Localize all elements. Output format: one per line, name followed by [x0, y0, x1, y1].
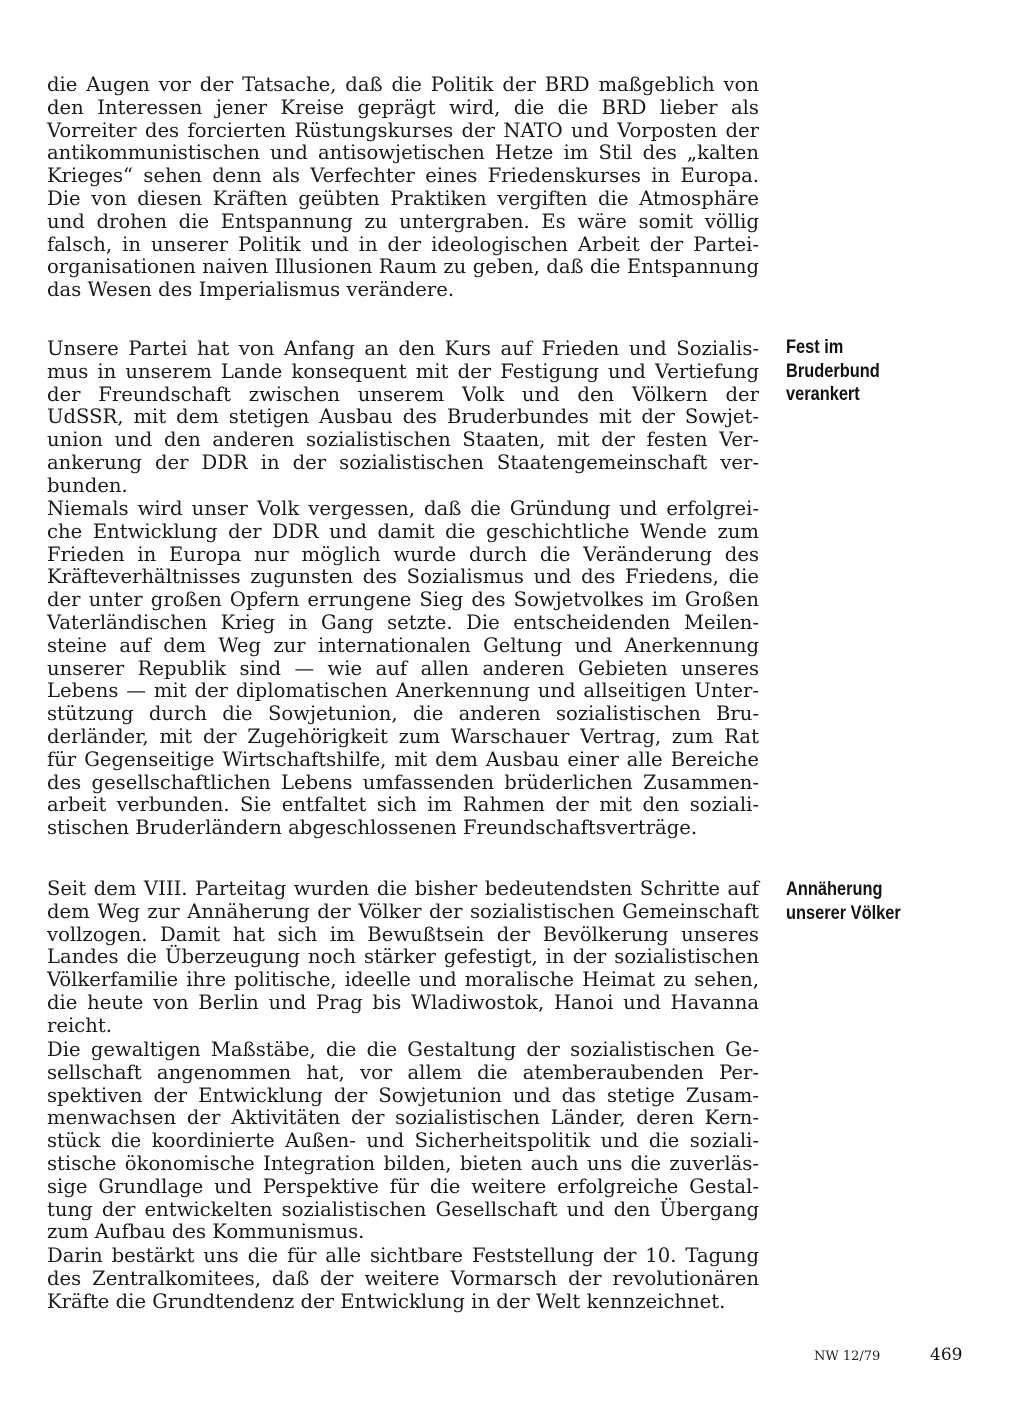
page-number: 469 — [930, 1345, 963, 1365]
text-block-1 — [47, 74, 759, 302]
text-line: Seit dem VIII. Parteitag wurden die bisher bedeutendsten Schritte auf — [47, 877, 759, 900]
text-line: stischen Bruderländern abgeschlossenen Freundschaftsverträge. — [47, 816, 698, 840]
text-line: Die von diesen Kräften geübten Praktiken vergiften die Atmosphäre — [47, 186, 759, 210]
margin-note-line: Bruderbund — [786, 359, 880, 382]
text-line: Landes die Überzeugung noch stärker gefestigt, in der sozialistischen — [47, 945, 759, 969]
text-line: union und den anderen sozialistischen Staaten, mit der festen Ver- — [47, 428, 759, 452]
text-line: für Gegenseitige Wirtschaftshilfe, mit dem Ausbau einer alle Bereiche — [47, 747, 759, 771]
text-line: zum Aufbau des Kommunismus. — [47, 1220, 365, 1244]
text-line: derländer, mit der Zugehörigkeit zum Warschauer Vertrag, zum Rat — [47, 724, 759, 748]
text-line: stück die koordinierte Außen- und Sicherheitspolitik und die soziali- — [47, 1129, 759, 1153]
text-line: des Zentralkomitees, daß der weitere Vormarsch der revolutionären — [47, 1266, 759, 1290]
text-line: Unsere Partei hat von Anfang an den Kurs auf Frieden und Sozialis- — [47, 337, 759, 360]
text-line: antikommunistischen und antisowjetischen Hetze im Stil des „kalten — [47, 141, 759, 165]
text-line: den Interessen jener Kreise geprägt wird, die die BRD lieber als — [47, 95, 759, 119]
text-line: dem Weg zur Annäherung der Völker der sozialistischen Gemeinschaft — [47, 899, 759, 923]
text-line: ankerung der DDR in der sozialistischen Staatengemeinschaft ver- — [47, 450, 759, 474]
margin-note-annaeherung — [786, 878, 929, 925]
text-line: reicht. — [47, 1013, 112, 1037]
text-line: UdSSR, mit dem stetigen Ausbau des Bruderbundes mit der Sowjet- — [47, 405, 759, 429]
text-line: falsch, in unserer Politik und in der ideologischen Arbeit der Partei- — [47, 232, 759, 256]
text-line: der Freundschaft zwischen unserem Volk und den Völkern der — [47, 382, 759, 406]
text-line: steine auf dem Weg zur internationalen Geltung und Anerkennung — [47, 633, 759, 657]
text-line: tung der entwickelten sozialistischen Gesellschaft und den Übergang — [47, 1197, 759, 1221]
text-line: stützung durch die Sowjetunion, die anderen sozialistischen Bru- — [47, 702, 759, 726]
text-line: Vaterländischen Krieg in Gang setzte. Die entscheidenden Meilen- — [47, 610, 759, 634]
text-line: Krieges“ sehen denn als Verfechter eines Friedenskurses in Europa. — [47, 164, 759, 188]
text-line: der unter großen Opfern errungene Sieg des Sowjetvolkes im Großen — [47, 588, 759, 612]
text-block-6 — [47, 1245, 759, 1313]
text-line: che Entwicklung der DDR und damit die geschichtliche Wende zum — [47, 519, 759, 543]
text-line: des gesellschaftlichen Lebens umfassenden brüderlichen Zusammen- — [47, 770, 759, 794]
text-line: sige Grundlage und Perspektive für die weitere erfolgreiche Gestal- — [47, 1174, 759, 1198]
text-line: Niemals wird unser Volk vergessen, daß die Gründung und erfolgrei- — [47, 497, 759, 520]
margin-note-line: Fest im — [786, 336, 844, 358]
text-line: Darin bestärkt uns die für alle sichtbare Feststellung der 10. Tagung — [47, 1244, 759, 1267]
text-line: und drohen die Entspannung zu untergraben. Es wäre somit völlig — [47, 209, 759, 233]
text-line: menwachsen der Aktivitäten der sozialistischen Länder, deren Kern- — [47, 1106, 759, 1130]
text-line: mus in unserem Lande konsequent mit der Festigung und Vertiefung — [47, 359, 759, 383]
margin-note-fest-im-bruderbund — [786, 336, 929, 407]
text-line: Kräfte die Grundtendenz der Entwicklung in der Welt kennzeichnet. — [47, 1289, 726, 1313]
text-line: bunden. — [47, 473, 128, 497]
text-line: spektiven der Entwicklung der Sowjetunion und das stetige Zusam- — [47, 1083, 759, 1107]
text-line: Völkerfamilie ihre politische, ideelle und moralische Heimat zu sehen, — [47, 968, 759, 992]
footer-source: NW 12/79 — [814, 1349, 881, 1364]
text-block-2 — [47, 338, 759, 498]
margin-note-line: Annäherung — [786, 878, 883, 900]
text-block-4 — [47, 878, 759, 1038]
text-line: die Augen vor der Tatsache, daß die Politik der BRD maßgeblich von — [47, 73, 759, 96]
text-line: die heute von Berlin und Prag bis Wladiwostok, Hanoi und Havanna — [47, 990, 759, 1014]
text-line: vollzogen. Damit hat sich im Bewußtsein der Bevölkerung unseres — [47, 922, 759, 946]
text-line: Lebens — mit der diplomatischen Anerkennung und allseitigen Unter- — [47, 679, 759, 703]
margin-note-line: unserer Völker — [786, 901, 901, 924]
text-line: Die gewaltigen Maßstäbe, die die Gestaltung der sozialistischen Ge- — [47, 1038, 759, 1061]
text-line: organisationen naiven Illusionen Raum zu geben, daß die Entspannung — [47, 255, 759, 279]
margin-note-line: verankert — [786, 383, 860, 405]
text-line: Kräfteverhältnisses zugunsten des Sozialismus und des Friedens, die — [47, 565, 759, 589]
text-block-5 — [47, 1039, 759, 1244]
text-line: sellschaft angenommen hat, vor allem die atemberaubenden Per- — [47, 1060, 759, 1084]
text-line: unserer Republik sind — wie auf allen anderen Gebieten unseres — [47, 656, 759, 680]
text-line: Vorreiter des forcierten Rüstungskurses der NATO und Vorposten der — [47, 118, 759, 142]
text-line: arbeit verbunden. Sie entfaltet sich im Rahmen der mit den soziali- — [47, 793, 759, 817]
text-line: das Wesen des Imperialismus verändere. — [47, 278, 455, 302]
text-line: stische ökonomische Integration bilden, bieten auch uns die zuverläs- — [47, 1151, 759, 1175]
text-line: Frieden in Europa nur möglich wurde durch die Veränderung des — [47, 542, 759, 566]
text-block-3 — [47, 498, 759, 840]
